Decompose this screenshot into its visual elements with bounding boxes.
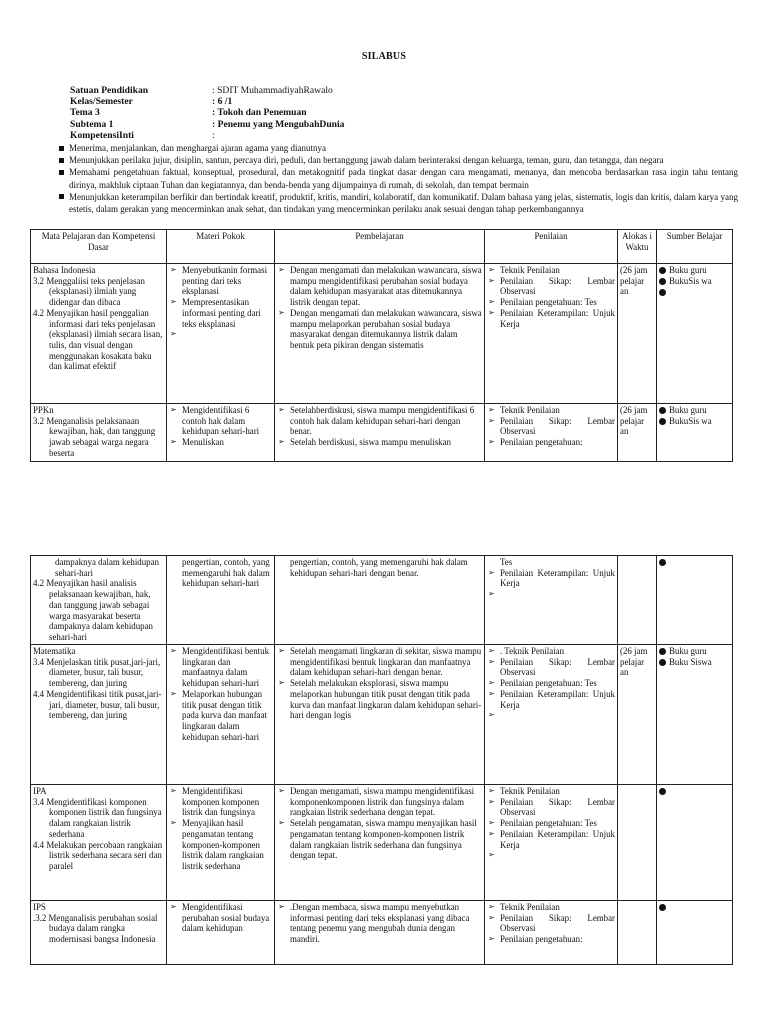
pembelajaran-item: ➢ Setelahberdiskusi, siswa mampu mengidentifikasi 6 contoh hak dalam kehidupan sehari-hari dengan benar. xyxy=(277,405,482,437)
identity-row xyxy=(70,85,344,96)
subject-name: IPA xyxy=(33,786,47,796)
pembelajaran-cell xyxy=(275,901,485,965)
materi-item xyxy=(169,329,272,340)
mapel-cell xyxy=(31,556,167,645)
materi-cell xyxy=(167,645,275,785)
identity-value: : SDIT MuhammadiyahRawalo xyxy=(212,85,333,96)
penilaian-item: ➢ . Teknik Penilaian xyxy=(487,646,615,657)
penilaian-item: ➢ Penilaian pengetahuan: Tes xyxy=(487,678,615,689)
penilaian-item: ➢ Teknik Penilaian xyxy=(487,265,615,276)
materi-item: ➢ Melaporkan hubungan titik pusat dengan titik pada kurva dan manfaat lingkaran dalam kehidupan sehari-hari xyxy=(169,689,272,743)
bullet-icon xyxy=(659,418,666,425)
kd-item: 3.2 Menganalisis pelaksanaan kewajiban, hak, dan tanggung jawab sebagai warga negara beserta xyxy=(33,415,156,458)
identity-value: : 6 /1 xyxy=(212,96,233,108)
penilaian-item: ➢ Penilaian pengetahuan: Tes xyxy=(487,818,615,829)
penilaian-item: ➢ Penilaian Keterampilan: Unjuk Kerja xyxy=(487,829,615,850)
penilaian-cell xyxy=(485,556,618,645)
header-sumber: Sumber Belajar xyxy=(657,230,733,264)
sumber-item: Buku guru xyxy=(659,646,730,657)
table-header-row xyxy=(31,230,733,264)
penilaian-item: ➢ Penilaian Sikap: Lembar Observasi xyxy=(487,913,615,934)
penilaian-cell xyxy=(485,901,618,965)
penilaian-item xyxy=(487,710,615,721)
identity-label: Tema 3 xyxy=(70,107,100,119)
kd-item: dampaknya dalam kehidupan sehari-hari xyxy=(55,557,159,578)
materi-cell: pengertian, contoh, yang memengaruhi hak dalam kehidupan sehari-hari xyxy=(167,556,275,645)
penilaian-cell xyxy=(485,785,618,901)
sumber-item xyxy=(659,786,730,797)
sumber-item xyxy=(659,902,730,913)
identity-row xyxy=(70,107,344,118)
penilaian-item: ➢ Penilaian Sikap: Lembar Observasi xyxy=(487,416,615,437)
bullet-icon xyxy=(659,788,666,795)
alokasi-cell xyxy=(618,901,657,965)
pembelajaran-cell xyxy=(275,264,485,404)
kd-item: 4.4 Mengidentifikasi titik pusat,jari-jari, diameter, busur, tali busur, tembereng, dan juring xyxy=(33,688,162,721)
pembelajaran-cell xyxy=(275,404,485,462)
identity-value: : xyxy=(212,129,215,141)
bullet-icon xyxy=(659,559,666,566)
penilaian-item: ➢ Penilaian Keterampilan: Unjuk Kerja xyxy=(487,568,615,589)
materi-cell xyxy=(167,785,275,901)
penilaian-item: ➢ Teknik Penilaian xyxy=(487,902,615,913)
alokasi-cell xyxy=(618,556,657,645)
sumber-cell xyxy=(657,901,733,965)
sumber-item: Buku Siswa xyxy=(659,657,730,668)
identity-block xyxy=(70,85,344,141)
identity-label: Satuan Pendidikan xyxy=(70,85,149,96)
sumber-item xyxy=(659,287,730,298)
penilaian-item xyxy=(487,589,615,600)
subject-name: IPS xyxy=(33,902,46,912)
kd-item: 3.4 Mengidentifikasi komponen komponen listrik dan fungsinya dalam rangkaian listrik sederhana xyxy=(33,796,162,839)
materi-item: ➢ Mempresentasikan informasi penting dari teks eksplanasi xyxy=(169,297,272,329)
identity-label: KompetensiInti xyxy=(70,129,134,141)
pembelajaran-cell: pengertian, contoh, yang memengaruhi hak dalam kehidupan sehari-hari dengan benar. xyxy=(275,556,485,645)
materi-cell xyxy=(167,404,275,462)
materi-item: ➢ Mengidentifikasi 6 contoh hak dalam kehidupan sehari-hari xyxy=(169,405,272,437)
subject-name: PPKn xyxy=(33,405,54,415)
header-mapel: Mata Pelajaran dan Kompetensi Dasar xyxy=(31,230,167,264)
sumber-cell xyxy=(657,556,733,645)
sumber-item xyxy=(659,557,730,568)
alokasi-cell: (26 jam pelajar an xyxy=(618,404,657,462)
kd-item: 3.2 Menggaliisi teks penjelasan (eksplanasi) ilmiah yang didengar dan dibaca xyxy=(33,275,145,308)
penilaian-item: Tes xyxy=(500,557,513,567)
penilaian-item: ➢ Penilaian pengetahuan: xyxy=(487,934,615,945)
kd-item: 4.2 Menyajikan hasil penggalian informasi dari teks penjelasan (eksplanasi) ilmiah secara lisan, tulis, dan visual dengan menggunakan kosakata baku dan kalimat efektif xyxy=(33,307,163,372)
sumber-item: BukuSis wa xyxy=(659,416,730,427)
mapel-cell xyxy=(31,785,167,901)
bullet-icon xyxy=(659,289,666,296)
materi-item: ➢ Menyebutkanin formasi penting dari teks eksplanasi xyxy=(169,265,272,297)
sumber-item: BukuSis wa xyxy=(659,276,730,287)
pembelajaran-cell xyxy=(275,645,485,785)
table-row xyxy=(31,645,733,785)
document-title: SILABUS xyxy=(361,51,407,62)
penilaian-item: ➢ Penilaian Sikap: Lembar Observasi xyxy=(487,276,615,297)
mapel-cell xyxy=(31,901,167,965)
sumber-cell xyxy=(657,404,733,462)
syllabus-table-1 xyxy=(30,229,733,462)
pembelajaran-item: ➢ .Dengan membaca, siswa mampu menyebutkan informasi penting dari teks eksplanasi yang dibaca tentang penemu yang mengubah dunia dengan mandiri. xyxy=(277,902,482,945)
penilaian-item: ➢ Penilaian pengetahuan: Tes xyxy=(487,297,615,308)
alokasi-cell: (26 jam pelajar an xyxy=(618,645,657,785)
penilaian-item: ➢ Penilaian Sikap: Lembar Observasi xyxy=(487,657,615,678)
kd-item: 4.4 Melakukan percobaan rangkaian listrik sederhana secara seri dan paralel xyxy=(33,839,163,871)
penilaian-item: ➢ Teknik Penilaian xyxy=(487,786,615,797)
bullet-icon xyxy=(659,267,666,274)
kompetensi-inti-item: Menerima, menjalankan, dan menghargai ajaran agama yang dianutnya xyxy=(58,142,738,154)
pembelajaran-item: ➢ Setelah mengamati lingkaran di sekitar, siswa mampu mengidentifikasi bentuk lingkaran dan manfaatnya dalam kehidupan sehari-hari dengan benar. xyxy=(277,646,482,678)
pembelajaran-item: ➢ Dengan mengamati dan melakukan wawancara, siswa mampu melaporkan perubahan sosial budaya masyarakat dengan ditemukannya listrik dalam bentuk peta pikiran dengan sistematis xyxy=(277,308,482,351)
header-alokasi: Alokas i Waktu xyxy=(618,230,657,264)
kompetensi-inti-item: Memahami pengetahuan faktual, konseptual, prosedural, dan metakognitif pada tingkat dasar dengan cara mengamati, menanya, dan mencoba berdasarkan rasa ingin tahu tentang dirinya, makhluk ciptaan Tuhan dan kegiatannya, dan benda-benda yang dijumpainya di rumah, di sekolah, dan tempat bermain xyxy=(58,166,738,190)
kompetensi-inti-list xyxy=(58,142,738,215)
materi-item: ➢ Mengidentifikasi komponen komponen listrik dan fungsinya xyxy=(169,786,272,818)
bullet-icon xyxy=(659,659,666,666)
penilaian-item: ➢ Teknik Penilaian xyxy=(487,405,615,416)
penilaian-cell xyxy=(485,645,618,785)
kompetensi-inti-item: Menunjukkan keterampilan berfikir dan bertindak kreatif, produktif, kritis, mandiri, kolaboratif, dan komunikatif. Dalam bahasa yang jelas, sistematis, logis dan kritis, dalam karya yang estetis, dalam gerakan yang mencerminkan anak sehat, dan tindakan yang mencerminkan perilaku anak sesuai dengan tahap perkembangannya xyxy=(58,191,738,215)
kd-item: 4.2 Menyajikan hasil analisis pelaksanaan kewajiban, hak, dan tanggung jawab sebagai warga masyarakat beserta dampaknya dalam kehidupan sehari-hari xyxy=(33,578,153,642)
materi-item: ➢ Mengidentifikasi perubahan sosial budaya dalam kehidupan xyxy=(169,902,272,934)
alokasi-cell: (26 jam pelajar an xyxy=(618,264,657,404)
pembelajaran-item: ➢ Dengan mengamati, siswa mampu mengidentifikasi komponenkomponen listrik dan fungsinya dalam rangkaian listrik sederhana dengan tepat. xyxy=(277,786,482,818)
pembelajaran-cell xyxy=(275,785,485,901)
sumber-cell xyxy=(657,645,733,785)
header-penilaian: Penilaian xyxy=(485,230,618,264)
sumber-item: Buku guru xyxy=(659,405,730,416)
table-row xyxy=(31,264,733,404)
sumber-cell xyxy=(657,264,733,404)
bullet-icon xyxy=(659,278,666,285)
penilaian-cell xyxy=(485,264,618,404)
pembelajaran-item: ➢ Setelah pengamatan, siswa mampu menyajikan hasil pengamatan tentang komponen-komponen listrik dalam rangkaian listrik sederhana dan fungsinya dengan tepat. xyxy=(277,818,482,861)
pembelajaran-item: ➢ Setelah berdiskusi, siswa mampu menuliskan xyxy=(277,437,482,448)
materi-cell xyxy=(167,264,275,404)
materi-cell xyxy=(167,901,275,965)
mapel-cell xyxy=(31,404,167,462)
table-row xyxy=(31,901,733,965)
mapel-cell xyxy=(31,264,167,404)
identity-row xyxy=(70,96,344,107)
subject-name: Matematika xyxy=(33,646,76,656)
penilaian-cell xyxy=(485,404,618,462)
sumber-cell xyxy=(657,785,733,901)
table-row xyxy=(31,556,733,645)
penilaian-item: ➢ Penilaian Keterampilan: Unjuk Kerja xyxy=(487,308,615,329)
header-materi: Materi Pokok xyxy=(167,230,275,264)
identity-row xyxy=(70,130,344,141)
subject-name: Bahasa Indonesia xyxy=(33,265,96,275)
materi-item: ➢ Mengidentifikasi bentuk lingkaran dan manfaatnya dalam kehidupan sehari-hari xyxy=(169,646,272,689)
header-pembelajaran: Pembelajaran xyxy=(275,230,485,264)
penilaian-item xyxy=(487,850,615,861)
penilaian-item: ➢ Penilaian Sikap: Lembar Observasi xyxy=(487,797,615,818)
pembelajaran-item: ➢ Setelah melakukan eksplorasi, siswa mampu melaporkan hubungan titik pusat dengan titik pada kurva dan manfaat lingkaran dalam kehidupan sehari-hari dengan logis xyxy=(277,678,482,721)
identity-value: : Penemu yang MengubahDunia xyxy=(212,118,345,130)
identity-value: : Tokoh dan Penemuan xyxy=(212,107,307,119)
penilaian-item: ➢ Penilaian pengetahuan: xyxy=(487,437,615,448)
table-row xyxy=(31,404,733,462)
identity-label: Kelas/Semester xyxy=(70,96,133,108)
pembelajaran-item: ➢ Dengan mengamati dan melakukan wawancara, siswa mampu mengidentifikasi perubahan sosial budaya dalam kehidupan masyarakat atas ditemukannya listrik dengan tepat. xyxy=(277,265,482,308)
kd-item: 3.4 Menjelaskan titik pusat,jari-jari, diameter, busur, tali busur, tembereng, dan juring xyxy=(33,656,161,689)
table-row xyxy=(31,785,733,901)
materi-item: ➢ Menyajikan hasil pengamatan tentang komponen-komponen listrik dalam rangkaian listrik sederhana xyxy=(169,818,272,872)
bullet-icon xyxy=(659,648,666,655)
mapel-cell xyxy=(31,645,167,785)
penilaian-item: ➢ Penilaian Keterampilan: Unjuk Kerja xyxy=(487,689,615,710)
bullet-icon xyxy=(659,407,666,414)
sumber-item: Buku guru xyxy=(659,265,730,276)
identity-row xyxy=(70,119,344,130)
bullet-icon xyxy=(659,904,666,911)
materi-item: ➢ Menuliskan xyxy=(169,437,272,448)
syllabus-table-2 xyxy=(30,555,733,965)
kompetensi-inti-item: Menunjukkan perilaku jujur, disiplin, santun, percaya diri, peduli, dan bertanggung jawab dalam berinteraksi dengan keluarga, teman, guru, dan tetangga, dan negara xyxy=(58,154,738,166)
alokasi-cell xyxy=(618,785,657,901)
kd-item: .3.2 Menganalisis perubahan sosial budaya dalam rangka modernisasi bangsa Indonesia xyxy=(33,912,158,945)
identity-label: Subtema 1 xyxy=(70,118,114,130)
